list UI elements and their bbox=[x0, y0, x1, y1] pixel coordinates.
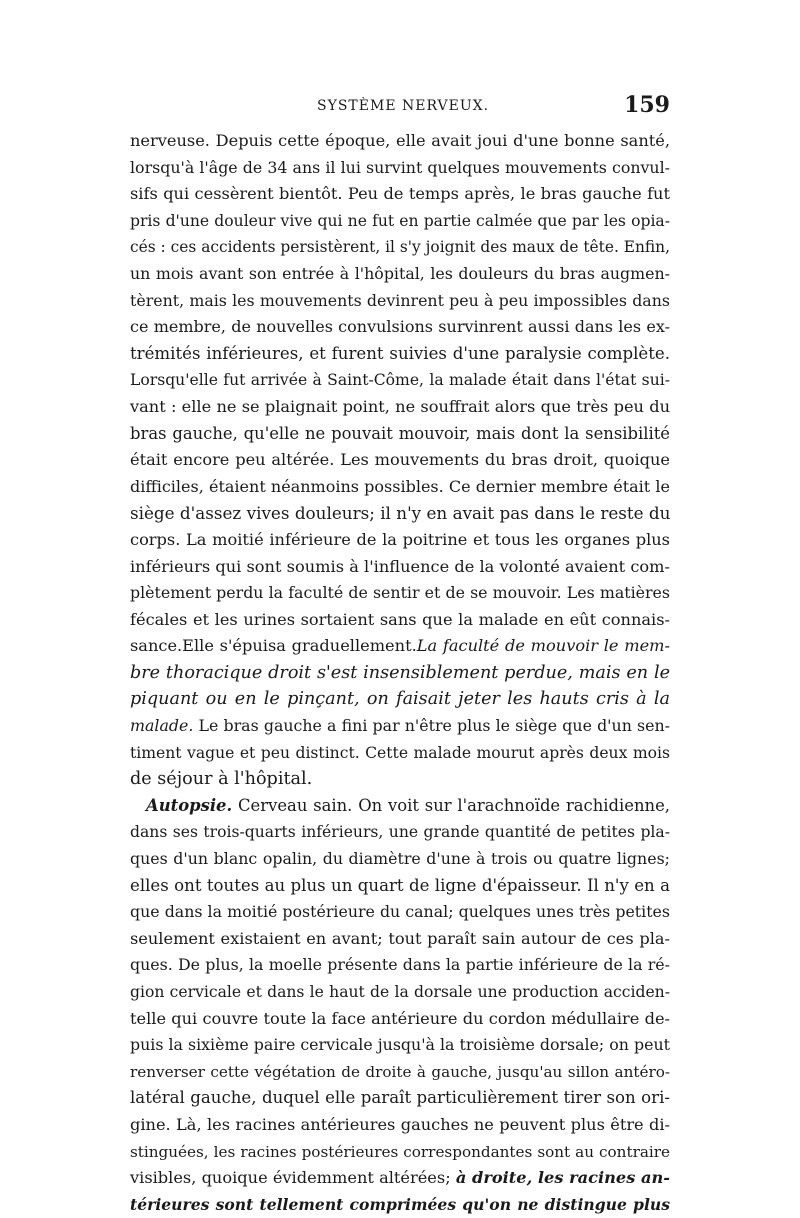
text-line: visibles, quoique évidemment altérées; à droite, les racines an- bbox=[130, 1168, 670, 1188]
text-line: fécales et les urines sortaient sans que la malade en eût connais- bbox=[130, 609, 670, 629]
text-line: plètement perdu la faculté de sentir et de se mouvoir. Les matières bbox=[130, 583, 670, 603]
text-line: seulement existaient en avant; tout paraît sain autour de ces pla- bbox=[130, 928, 670, 948]
text-line: inférieurs qui sont soumis à l'influence de la volonté avaient com- bbox=[130, 556, 670, 576]
text-line: cés : ces accidents persistèrent, il s'y joignit des maux de tête. Enfin, bbox=[130, 238, 670, 257]
text-line: lorsqu'à l'âge de 34 ans il lui survint quelques mouvements convul- bbox=[130, 157, 670, 177]
text-line: malade. Le bras gauche a fini par n'être plus le siège que d'un sen- bbox=[130, 716, 670, 736]
section-heading-autopsie: Autopsie. bbox=[146, 795, 233, 815]
text-line: était encore peu altérée. Les mouvements du bras droit, quoique bbox=[130, 450, 670, 470]
text-line: sifs qui cessèrent bientôt. Peu de temps après, le bras gauche fut bbox=[130, 184, 670, 204]
text-line: siège d'assez vives douleurs; il n'y en avait pas dans le reste du bbox=[130, 503, 671, 524]
text-line: dans ses trois-quarts inférieurs, une grande quantité de petites pla- bbox=[130, 823, 670, 842]
text-line: elles ont toutes au plus un quart de ligne d'épaisseur. Il n'y en a bbox=[130, 875, 670, 895]
text-line: gine. Là, les racines antérieures gauches ne peuvent plus être di- bbox=[130, 1114, 670, 1134]
text-line: difficiles, étaient néanmoins possibles. Ce dernier membre était le bbox=[130, 476, 670, 496]
text-line: tèrent, mais les mouvements devinrent peu à peu impossibles dans bbox=[130, 290, 670, 310]
text-line: telle qui couvre toute la face antérieure du cordon médullaire de- bbox=[130, 1008, 670, 1028]
text-line: ques. De plus, la moelle présente dans la partie inférieure de la ré- bbox=[130, 955, 670, 975]
text-line: trémités inférieures, et furent suivies d'une paralysie complète. bbox=[130, 343, 670, 363]
text-line: Lorsqu'elle fut arrivée à Saint-Côme, la malade était dans l'état sui- bbox=[130, 371, 670, 390]
text-line: ce membre, de nouvelles convulsions survinrent aussi dans les ex- bbox=[130, 317, 670, 337]
text-line: que dans la moitié postérieure du canal; quelques unes très petites bbox=[130, 902, 670, 922]
text-line: latéral gauche, duquel elle paraît particulièrement tirer son ori- bbox=[130, 1088, 670, 1108]
italic-emphasis: à droite, les racines an- bbox=[455, 1168, 670, 1188]
text-line: de séjour à l'hôpital. bbox=[130, 769, 313, 790]
italic-emphasis: La faculté de mouvoir le mem- bbox=[416, 636, 670, 656]
text-line: nerveuse. Depuis cette époque, elle avait joui d'une bonne santé, bbox=[130, 131, 670, 150]
running-title: SYSTÈME NERVEUX. bbox=[317, 98, 490, 114]
text-line: renverser cette végétation de droite à gauche, jusqu'au sillon antéro- bbox=[130, 1062, 670, 1081]
text-line: timent vague et peu distinct. Cette malade mourut après deux mois bbox=[130, 743, 670, 762]
text-line: sance.Elle s'épuisa graduellement.La faculté de mouvoir le mem- bbox=[130, 636, 670, 656]
text-line: ques d'un blanc opalin, du diamètre d'une à trois ou quatre lignes; bbox=[130, 849, 670, 869]
text-line: Autopsie. Cerveau sain. On voit sur l'arachnoïde rachidienne, bbox=[146, 795, 670, 815]
page-number: 159 bbox=[624, 92, 670, 118]
text-line: bre thoracique droit s'est insensiblement perdue, mais en le bbox=[130, 662, 670, 683]
text-line: vant : elle ne se plaignait point, ne souffrait alors que très peu du bbox=[130, 396, 670, 416]
text-line: puis la sixième paire cervicale jusqu'à la troisième dorsale; on peut bbox=[130, 1035, 670, 1055]
text-line: gion cervicale et dans le haut de la dorsale une production acciden- bbox=[130, 983, 670, 1001]
text-line: piquant ou en le pinçant, on faisait jeter les hauts cris à la bbox=[130, 689, 670, 710]
text-line: bras gauche, qu'elle ne pouvait mouvoir, mais dont la sensibilité bbox=[130, 423, 670, 443]
text-line: térieures sont tellement comprimées qu'on ne distingue plus bbox=[130, 1194, 670, 1214]
text-line: un mois avant son entrée à l'hôpital, les douleurs du bras augmen- bbox=[130, 263, 670, 283]
body-text bbox=[130, 128, 670, 1218]
text-line: pris d'une douleur vive qui ne fut en partie calmée que par les opia- bbox=[130, 211, 670, 230]
text-line: stinguées, les racines postérieures correspondantes sont au contraire bbox=[130, 1142, 670, 1161]
page-header bbox=[130, 92, 670, 124]
italic-emphasis: malade. bbox=[130, 716, 194, 736]
text-line: corps. La moitié inférieure de la poitrine et tous les organes plus bbox=[130, 529, 670, 549]
